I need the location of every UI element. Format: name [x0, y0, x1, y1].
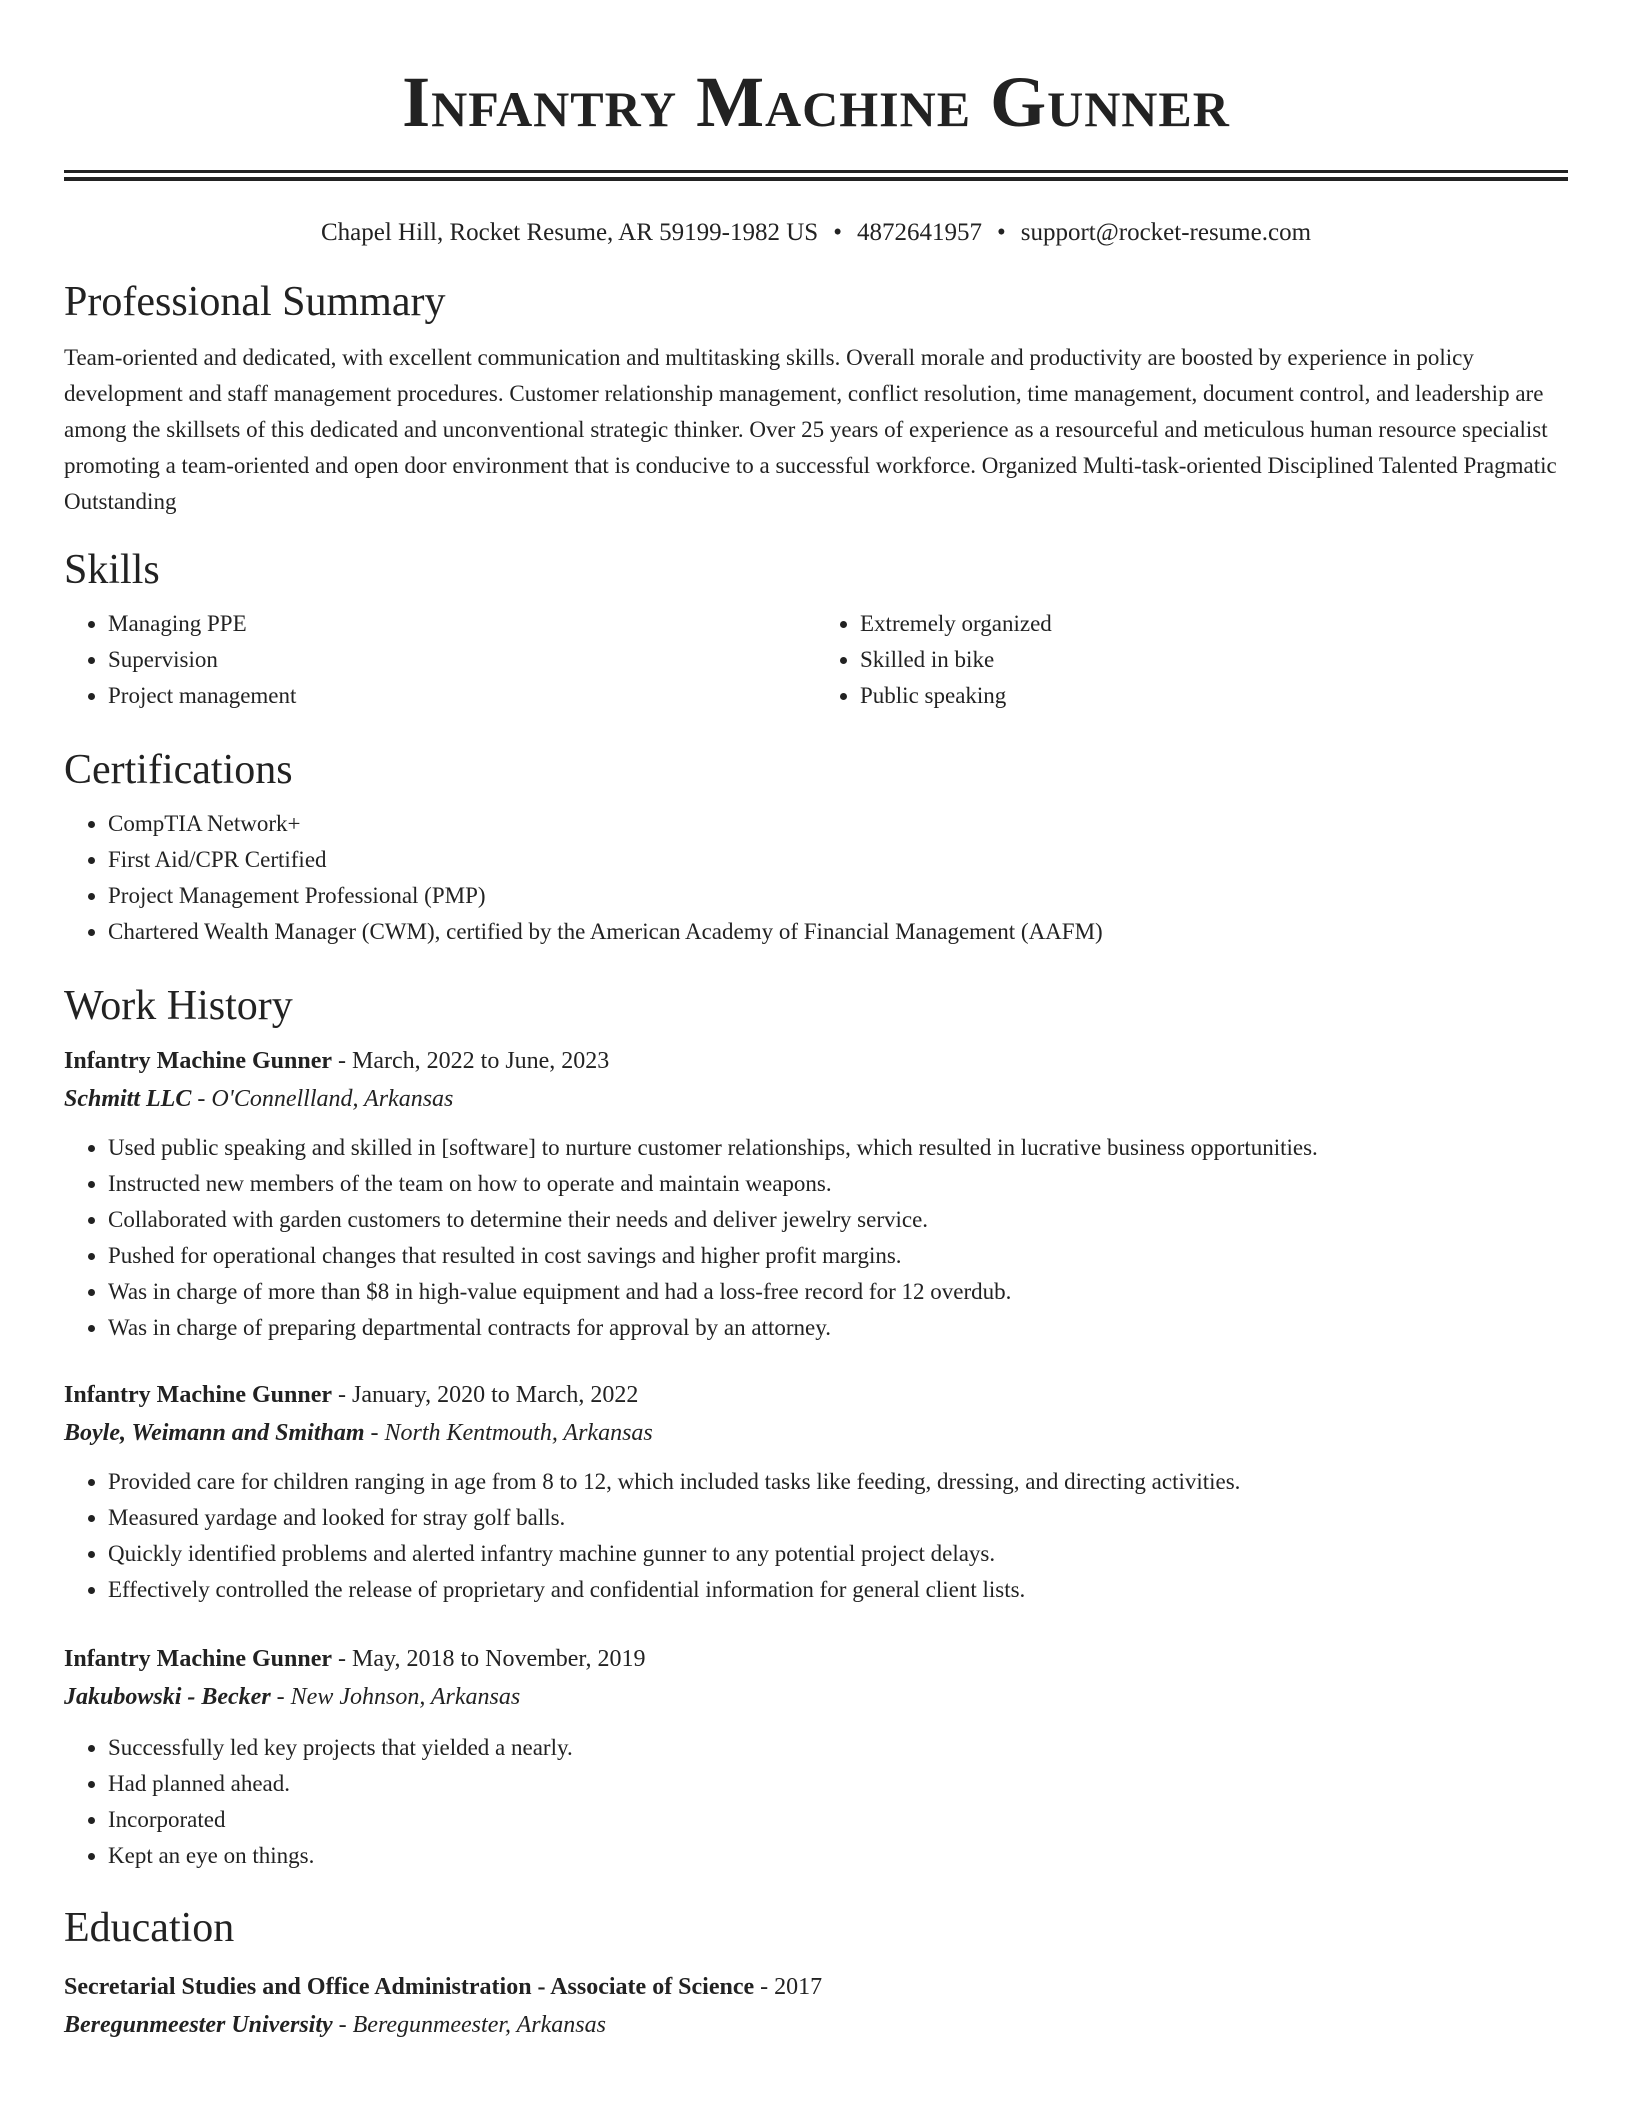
- skill-item: • Managing PPE: [108, 606, 816, 642]
- job-location: - North Kentmouth, Arkansas: [364, 1420, 653, 1446]
- contact-phone: 4872641957: [856, 219, 982, 246]
- job-dates: - May, 2018 to November, 2019: [332, 1646, 646, 1672]
- job-duties-list: [64, 1130, 1568, 1346]
- job-duty-item: • Provided care for children ranging in age from 8 to 12, which included tasks like feeding, dressing, and directing activities.: [108, 1464, 1568, 1500]
- education-school-line: [64, 2006, 1568, 2044]
- skills-columns: [64, 606, 1568, 714]
- contact-line: [64, 216, 1568, 250]
- education-school: Beregunmeester University: [64, 2012, 333, 2038]
- job-duty-item: • Incorporated: [108, 1802, 1568, 1838]
- job-company-line: [64, 1414, 1568, 1452]
- job-duty-item: • Collaborated with garden customers to determine their needs and deliver jewelry service.: [108, 1202, 1568, 1238]
- job-duty-item: • Used public speaking and skilled in [software] to nurture customer relationships, which resulted in lucrative business opportunities.: [108, 1130, 1568, 1166]
- job-title: Infantry Machine Gunner: [64, 1048, 333, 1074]
- job-duty-item: • Successfully led key projects that yielded a nearly.: [108, 1730, 1568, 1766]
- skills-heading: Skills: [64, 547, 160, 593]
- education-degree-line: [64, 1968, 1568, 2006]
- work-history-heading: Work History: [64, 983, 293, 1029]
- job-duty-item: • Pushed for operational changes that resulted in cost savings and higher profit margins.: [108, 1238, 1568, 1274]
- job-entry: [64, 1042, 1568, 1346]
- job-company: Jakubowski - Becker: [64, 1684, 271, 1710]
- job-duty-item: • Effectively controlled the release of proprietary and confidential information for general client lists.: [108, 1572, 1568, 1608]
- certification-item: • Chartered Wealth Manager (CWM), certified by the American Academy of Financial Management (AAFM): [108, 914, 1568, 950]
- certification-item: • First Aid/CPR Certified: [108, 842, 1568, 878]
- job-duty-item: • Quickly identified problems and alerted infantry machine gunner to any potential project delays.: [108, 1536, 1568, 1572]
- education-entry: [64, 1968, 1568, 2044]
- job-location: - O'Connellland, Arkansas: [191, 1086, 454, 1112]
- skills-section: [64, 542, 1568, 714]
- job-title-line: [64, 1376, 1568, 1414]
- certifications-list: [64, 806, 1568, 950]
- job-title-line: [64, 1640, 1568, 1678]
- job-title: Infantry Machine Gunner: [64, 1646, 333, 1672]
- certifications-section: [64, 742, 1568, 950]
- skill-item: • Supervision: [108, 642, 816, 678]
- summary-text: Team-oriented and dedicated, with excellent communication and multitasking skills. Overall morale and productivity are boosted by experience in policy development and staff management procedures. Customer relationship management, conflict resolution, time management, document control, and leadership are among the skillsets of this dedicated and unconventional strategic thinker. Over 25 years of experience as a resourceful and meticulous human resource specialist promoting a team-oriented and open door environment that is conducive to a successful workforce. Organized Multi-task-oriented Disciplined Talented Pragmatic Outstanding: [64, 345, 1557, 514]
- skill-item: • Extremely organized: [860, 606, 1568, 642]
- job-duty-item: • Instructed new members of the team on how to operate and maintain weapons.: [108, 1166, 1568, 1202]
- education-location: - Beregunmeester, Arkansas: [332, 2012, 606, 2038]
- job-title-line: [64, 1042, 1568, 1080]
- job-company-line: [64, 1678, 1568, 1716]
- job-duties-list: [64, 1464, 1568, 1608]
- job-location: - New Johnson, Arkansas: [270, 1684, 521, 1710]
- skill-item: • Public speaking: [860, 678, 1568, 714]
- contact-separator: •: [833, 219, 842, 246]
- skill-item: • Skilled in bike: [860, 642, 1568, 678]
- contact-address: Chapel Hill, Rocket Resume, AR 59199-1982 US: [320, 219, 819, 246]
- job-company: Schmitt LLC: [64, 1086, 192, 1112]
- job-entry: [64, 1376, 1568, 1608]
- contact-email[interactable]: support@rocket-resume.com: [1020, 219, 1312, 246]
- resume-name: Infantry Machine Gunner: [402, 62, 1230, 142]
- job-company-line: [64, 1080, 1568, 1118]
- job-duty-item: • Kept an eye on things.: [108, 1838, 1568, 1874]
- job-title: Infantry Machine Gunner: [64, 1382, 333, 1408]
- job-duty-item: • Measured yardage and looked for stray golf balls.: [108, 1500, 1568, 1536]
- skills-list-right: [816, 606, 1568, 714]
- skills-list-left: [64, 606, 816, 714]
- contact-separator: •: [996, 219, 1006, 246]
- education-heading: Education: [64, 1905, 235, 1951]
- job-company: Boyle, Weimann and Smitham: [64, 1420, 365, 1446]
- certifications-heading: Certifications: [64, 747, 293, 793]
- work-history-section: [64, 978, 1568, 1874]
- certification-item: • Project Management Professional (PMP): [108, 878, 1568, 914]
- job-duty-item: • Was in charge of more than $8 in high-value equipment and had a loss-free record for 12 overdub.: [108, 1274, 1568, 1310]
- certification-item: • CompTIA Network+: [108, 806, 1568, 842]
- education-year: - 2017: [754, 1974, 823, 2000]
- job-duties-list: [64, 1730, 1568, 1874]
- job-duty-item: • Had planned ahead.: [108, 1766, 1568, 1802]
- header-divider: [64, 170, 1568, 181]
- job-duty-item: • Was in charge of preparing departmental contracts for approval by an attorney.: [108, 1310, 1568, 1346]
- job-entry: [64, 1640, 1568, 1874]
- job-dates: - January, 2020 to March, 2022: [332, 1382, 639, 1408]
- education-degree: Secretarial Studies and Office Administration - Associate of Science: [64, 1974, 755, 2000]
- education-section: [64, 1900, 1568, 2044]
- summary-heading: Professional Summary: [64, 279, 446, 325]
- summary-section: [64, 274, 1568, 520]
- skill-item: • Project management: [108, 678, 816, 714]
- job-dates: - March, 2022 to June, 2023: [332, 1048, 610, 1074]
